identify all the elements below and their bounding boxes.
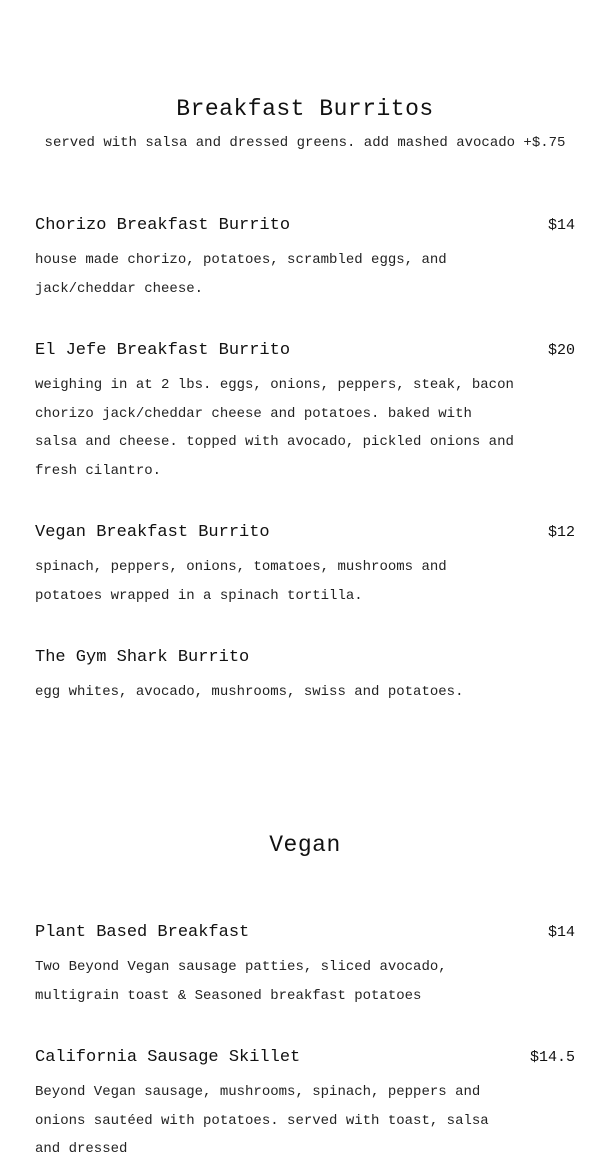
item-description: spinach, peppers, onions, tomatoes, mushrooms and potatoes wrapped in a spinach tortilla. bbox=[35, 559, 447, 604]
item-price: $20 bbox=[547, 342, 575, 359]
item-name: Chorizo Breakfast Burrito bbox=[35, 216, 291, 235]
item-price: $14.5 bbox=[529, 1049, 575, 1066]
item-name: Vegan Breakfast Burrito bbox=[35, 523, 270, 542]
item-price: $12 bbox=[547, 524, 575, 541]
menu-item-vegan-breakfast-burrito bbox=[35, 521, 575, 610]
menu-item-plant-based-breakfast bbox=[35, 921, 575, 1010]
item-description: house made chorizo, potatoes, scrambled eggs, and jack/cheddar cheese. bbox=[35, 252, 447, 297]
section-title-vegan: Vegan bbox=[269, 832, 341, 858]
item-description: weighing in at 2 lbs. eggs, onions, peppers, steak, bacon chorizo jack/cheddar cheese and potatoes. baked with salsa and cheese. topped with avocado, pickled onions and fresh cilantro. bbox=[35, 377, 514, 479]
item-description: egg whites, avocado, mushrooms, swiss and potatoes. bbox=[35, 684, 464, 700]
item-price: $14 bbox=[547, 924, 575, 941]
menu-item-the-gym-shark-burrito bbox=[35, 646, 575, 707]
menu-item-california-sausage-skillet bbox=[35, 1046, 575, 1164]
item-name: El Jefe Breakfast Burrito bbox=[35, 341, 291, 360]
item-name: The Gym Shark Burrito bbox=[35, 648, 250, 667]
section-subtitle-breakfast-burritos: served with salsa and dressed greens. add mashed avocado +$.75 bbox=[44, 135, 566, 151]
item-description: Beyond Vegan sausage, mushrooms, spinach, peppers and onions sautéed with potatoes. served with toast, salsa and dressed bbox=[35, 1084, 489, 1157]
item-price: $14 bbox=[547, 217, 575, 234]
menu-item-el-jefe-breakfast-burrito bbox=[35, 339, 575, 485]
item-name: Plant Based Breakfast bbox=[35, 923, 250, 942]
item-description: Two Beyond Vegan sausage patties, sliced avocado, multigrain toast & Seasoned breakfast potatoes bbox=[35, 959, 447, 1004]
item-name: California Sausage Skillet bbox=[35, 1048, 301, 1067]
section-title-breakfast-burritos: Breakfast Burritos bbox=[176, 96, 434, 122]
menu-item-chorizo-breakfast-burrito bbox=[35, 214, 575, 303]
